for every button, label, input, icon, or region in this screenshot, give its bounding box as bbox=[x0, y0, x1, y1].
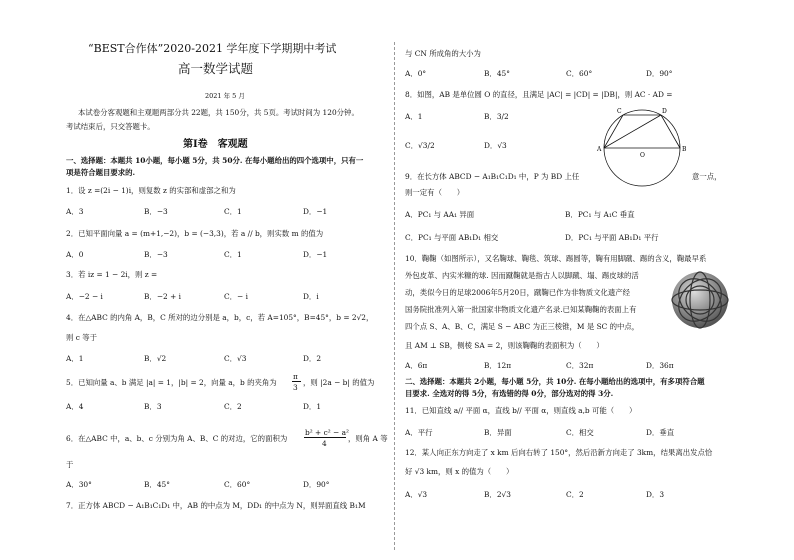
question-2: 2．已知平面向量 a = (m+1,−2)，b = (−3,3)，若 a // b，则实数 m 的值为 bbox=[66, 229, 324, 238]
q6-fraction-bar bbox=[304, 437, 346, 438]
q7-option-d: D．90° bbox=[646, 69, 673, 78]
q5-option-b: B．3 bbox=[144, 402, 162, 411]
q6-fraction-num: b² + c² − a² bbox=[305, 428, 349, 437]
q1-option-a: A．3 bbox=[66, 207, 84, 216]
section2-heading-cont: 目要求. 全选对的得 5分，有选错的得 0分，部分选对的得 3分. bbox=[405, 389, 614, 398]
question-4: 4．在△ABC 的内角 A，B，C 所对的边分别是 a，b，c，若 A=105°，B=45°，b = 2√2， bbox=[66, 313, 374, 322]
q5-option-a: A．4 bbox=[66, 402, 84, 411]
q4-option-d: D．2 bbox=[303, 354, 322, 363]
question-10-line-1: 10．鞠鞠（如图所示），又名鞠球、鞠毯、筑球、踢圆等，鞠有用脚蹴、踢的含义，鞠最早系 bbox=[405, 254, 707, 263]
section2-heading: 二、选择题：本题共 2小题，每小题 5分，共 10分. 在每小题给出的选项中，有多项符合题 bbox=[405, 377, 705, 386]
question-5-cont: ，则 |2a − b| 的值为 bbox=[303, 378, 375, 387]
exam-subject-title: 高一数学试题 bbox=[178, 61, 254, 76]
label-b: B bbox=[682, 146, 687, 153]
q7-option-a: A．0° bbox=[405, 69, 427, 78]
question-10-line-5: 四个点 S、A、B、C，满足 S − ABC 为正三棱锥，M 是 SC 的中点， bbox=[405, 322, 640, 331]
q7-option-c: C．60° bbox=[566, 69, 593, 78]
question-9-cont: 则一定有（ ） bbox=[405, 188, 465, 197]
question-6-cont: ，则角 A 等 bbox=[348, 434, 388, 443]
q9-option-b: B．PC₁ 与 A₁C 垂直 bbox=[565, 210, 635, 219]
q1-option-b: B．−3 bbox=[144, 207, 168, 216]
instruction-line-2: 考试结束后，只交答题卡。 bbox=[66, 122, 155, 131]
question-9-tail: 意一点， bbox=[692, 172, 722, 181]
q10-option-b: B．12π bbox=[484, 361, 512, 370]
q10-option-d: D．36π bbox=[646, 361, 674, 370]
label-o: O bbox=[640, 152, 645, 159]
q6-option-a: A．30° bbox=[66, 480, 92, 489]
q5-option-c: C．2 bbox=[224, 402, 242, 411]
q11-option-a: A．平行 bbox=[405, 428, 433, 437]
question-3: 3．若 iz = 1 − 2i，则 z = bbox=[66, 270, 158, 279]
instruction-line-1: 本试卷分客观题和主观题两部分共 22题，共 150分，共 5页。考试时间为 120分钟。 bbox=[78, 108, 359, 117]
q3-option-c: C．− i bbox=[224, 292, 248, 301]
q9-option-c: C．PC₁ 与平面 AB₁D₁ 相交 bbox=[405, 233, 499, 242]
q8-option-a: A．1 bbox=[405, 112, 423, 121]
section1-heading-cont: 项是符合题目要求的. bbox=[66, 168, 136, 177]
question-6-cont2: 于 bbox=[66, 460, 74, 469]
question-7: 7．正方体 ABCD − A₁B₁C₁D₁ 中，AB 的中点为 M，DD₁ 的中点为 N，则异面直线 B₁M bbox=[66, 501, 366, 510]
question-12-cont: 好 √3 km，则 x 的值为（ ） bbox=[405, 467, 514, 476]
q9-option-a: A．PC₁ 与 AA₁ 异面 bbox=[405, 210, 475, 219]
cuju-ball-image bbox=[670, 270, 730, 330]
q5-fraction-num: π bbox=[293, 372, 298, 381]
exam-date: 2021 年 5 月 bbox=[205, 92, 245, 100]
q12-option-c: C．2 bbox=[566, 490, 584, 499]
q4-option-b: B．√2 bbox=[144, 354, 167, 363]
q9-option-d: D．PC₁ 与平面 AB₁D₁ 平行 bbox=[565, 233, 659, 242]
question-10-line-4: 国务院批准列入第一批国家非物质文化遗产名录.已知某鞠鞠的表面上有 bbox=[405, 305, 637, 314]
q6-option-d: D．90° bbox=[303, 480, 330, 489]
q5-fraction-den: 3 bbox=[293, 383, 298, 392]
label-d: D bbox=[662, 108, 667, 115]
q12-option-a: A．√3 bbox=[405, 490, 428, 499]
q11-option-c: C．相交 bbox=[566, 428, 594, 437]
question-11: 11．已知直线 a// 平面 α，直线 b// 平面 α，则直线 a,b 可能（ ） bbox=[405, 406, 637, 415]
q11-option-d: D．垂直 bbox=[646, 428, 675, 437]
part-title: 第Ⅰ卷 客观题 bbox=[183, 139, 248, 150]
q12-option-d: D．3 bbox=[646, 490, 665, 499]
question-1: 1．设 z =(2i − 1)i，则复数 z 的实部和虚部之和为 bbox=[66, 186, 236, 195]
q10-option-a: A．6π bbox=[405, 361, 428, 370]
column-divider bbox=[394, 42, 395, 550]
q2-option-d: D．−1 bbox=[303, 250, 328, 259]
q8-option-b: B．3/2 bbox=[484, 112, 509, 121]
label-c: C bbox=[617, 108, 622, 115]
q4-option-a: A．1 bbox=[66, 354, 84, 363]
question-6: 6．在△ABC 中，a、b、c 分别为角 A、B、C 的对边，它的面积为 bbox=[66, 434, 288, 443]
section1-heading: 一、选择题：本题共 10小题，每小题 5分，共 50分. 在每小题给出的四个选项中，只有一 bbox=[66, 156, 364, 165]
question-9: 9．在长方体 ABCD − A₁B₁C₁D₁ 中，P 为 BD 上任 bbox=[405, 172, 580, 181]
question-10-line-2: 外包皮革、内实米糠的球. 因而蹴鞠就是指古人以脚蹴、塌、踢皮球的活 bbox=[405, 271, 639, 280]
q3-option-a: A．−2 − i bbox=[66, 292, 103, 301]
q5-fraction-bar bbox=[292, 381, 301, 382]
q2-option-c: C．1 bbox=[224, 250, 242, 259]
q12-option-b: B．2√3 bbox=[484, 490, 511, 499]
q4-option-c: C．√3 bbox=[224, 354, 247, 363]
q3-option-d: D．i bbox=[303, 292, 319, 301]
q6-option-b: B．45° bbox=[144, 480, 170, 489]
question-5: 5．已知向量 a、b 满足 |a| = 1，|b| = 2，向量 a，b 的夹角为 bbox=[66, 378, 277, 387]
q8-option-d: D．√3 bbox=[484, 141, 507, 150]
question-8: 8．如图，AB 是单位圆 O 的直径，且满足 |AC| = |CD| = |DB|，则 AC · AD = bbox=[405, 90, 673, 99]
q8-option-c: C．√3/2 bbox=[405, 141, 435, 150]
question-12: 12．某人向正东方向走了 x km 后向右转了 150°，然后沿新方向走了 3km，结果离出发点恰 bbox=[405, 448, 713, 457]
question-10-line-6: 且 AM ⊥ SB，侧棱 SA = 2，则该鞠鞠的表面积为（ ） bbox=[405, 341, 604, 350]
q3-option-b: B．−2 + i bbox=[144, 292, 181, 301]
q2-option-b: B．−3 bbox=[144, 250, 168, 259]
unit-circle-figure bbox=[596, 102, 688, 194]
question-4-cont: 则 c 等于 bbox=[66, 333, 98, 342]
q6-fraction-den: 4 bbox=[322, 439, 327, 448]
q2-option-a: A．0 bbox=[66, 250, 84, 259]
q11-option-b: B．异面 bbox=[484, 428, 512, 437]
exam-header-title: “BEST合作体”2020-2021 学年度下学期期中考试 bbox=[88, 42, 337, 55]
q7-option-b: B．45° bbox=[484, 69, 510, 78]
q6-option-c: C．60° bbox=[224, 480, 251, 489]
q5-option-d: D．1 bbox=[303, 402, 322, 411]
q10-option-c: C．32π bbox=[566, 361, 594, 370]
q1-option-d: D．−1 bbox=[303, 207, 328, 216]
question-10-line-3: 动，类似今日的足球2006年5月20日，蹴鞠已作为非物质文化遗产经 bbox=[405, 288, 631, 297]
q1-option-c: C．1 bbox=[224, 207, 242, 216]
label-a: A bbox=[597, 146, 602, 153]
question-7-cont: 与 CN 所成角的大小为 bbox=[405, 49, 481, 58]
